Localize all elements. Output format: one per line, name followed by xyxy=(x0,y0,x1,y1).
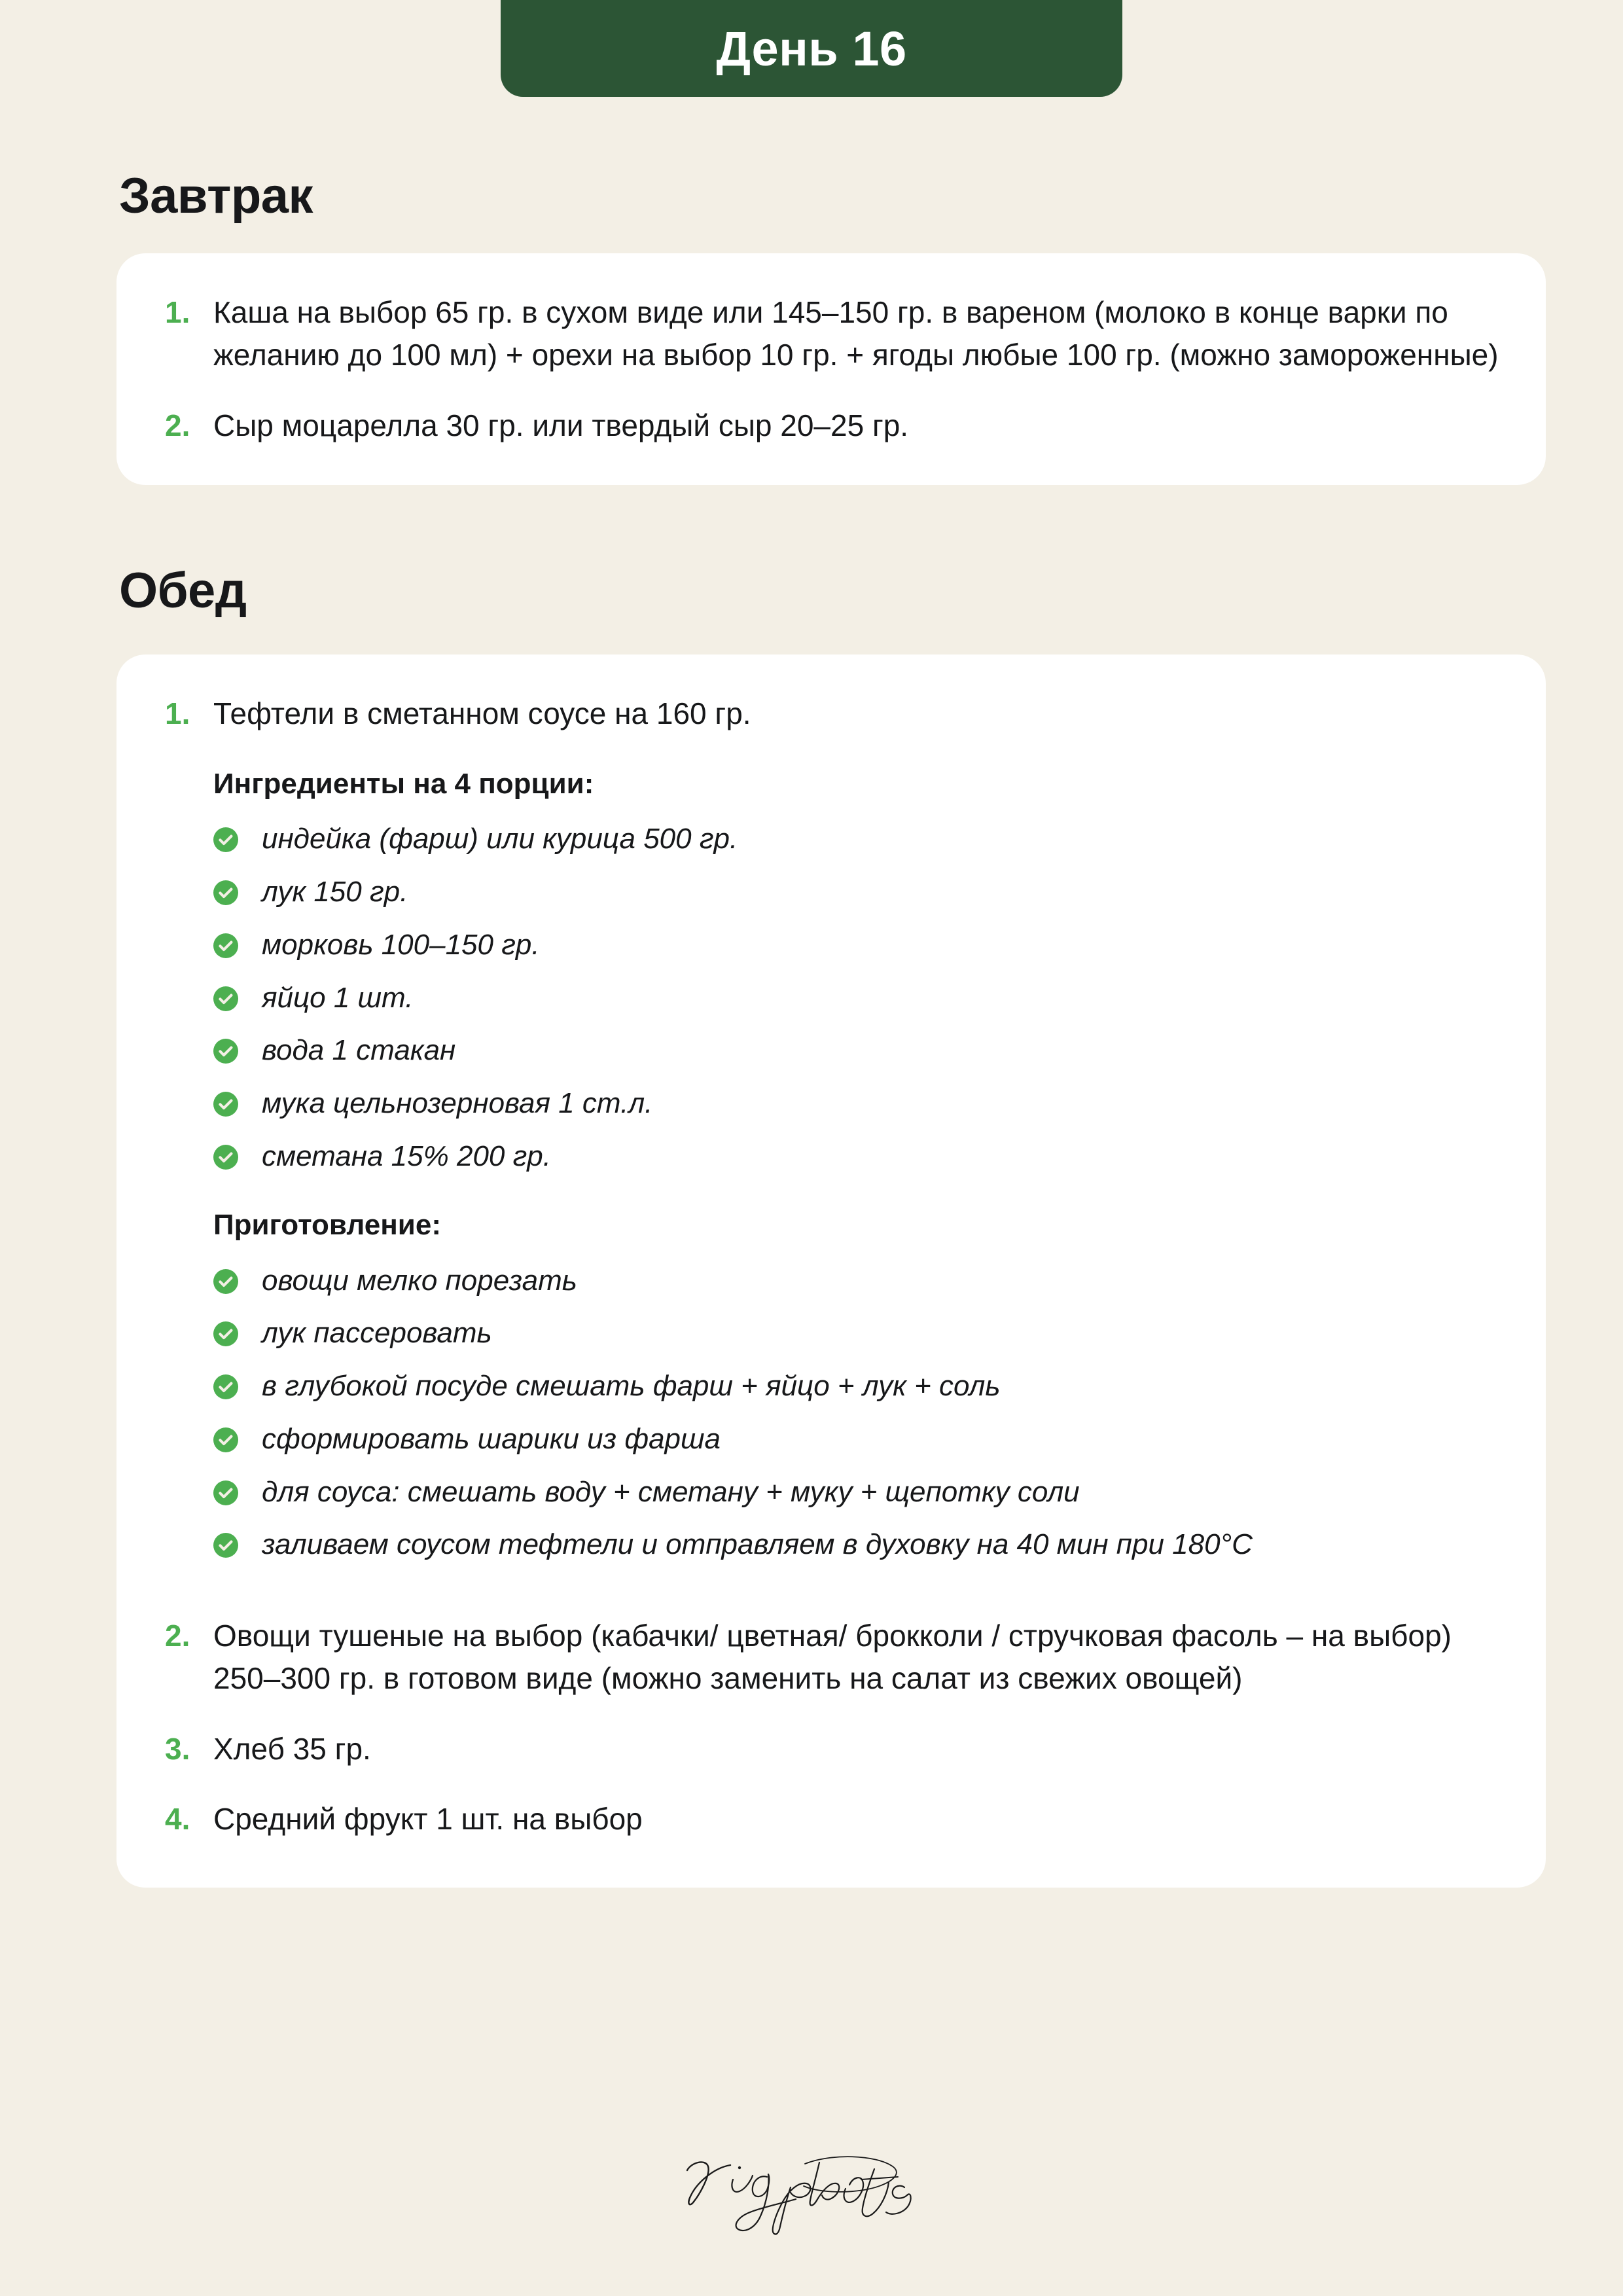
ingredient-text: морковь 100–150 гр. xyxy=(262,928,540,961)
steps-block xyxy=(213,1206,1500,1565)
check-circle-icon xyxy=(213,1145,238,1170)
ingredient-row xyxy=(213,1137,1500,1177)
list-item-number: 2. xyxy=(165,1618,190,1653)
list-item xyxy=(165,1615,1500,1700)
signature-watermark xyxy=(0,2139,1623,2237)
section-heading-breakfast: Завтрак xyxy=(119,168,313,224)
list-item-text: Овощи тушеные на выбор (кабачки/ цветная/ брокколи / стручковая фасоль – на выбор) 250–300 гр. в готовом виде (можно заменить на салат из свежих овощей) xyxy=(213,1618,1452,1696)
steps-title: Приготовление: xyxy=(213,1209,441,1242)
ingredients-list xyxy=(213,819,1500,1176)
ingredient-text: вода 1 стакан xyxy=(262,1034,456,1067)
check-circle-icon xyxy=(213,1092,238,1117)
section-heading-lunch: Обед xyxy=(119,562,247,619)
check-circle-icon xyxy=(213,1269,238,1294)
list-item-text: Сыр моцарелла 30 гр. или твердый сыр 20–25 гр. xyxy=(213,408,909,442)
ingredient-row xyxy=(213,819,1500,859)
list-item xyxy=(165,1728,1500,1770)
block-spacer xyxy=(213,1565,1500,1587)
steps-list xyxy=(213,1261,1500,1565)
check-circle-icon xyxy=(213,933,238,958)
ingredient-row xyxy=(213,1031,1500,1071)
ingredient-text: сметана 15% 200 гр. xyxy=(262,1139,551,1172)
step-text: овощи мелко порезать xyxy=(262,1264,577,1297)
day-badge-label: День 16 xyxy=(716,21,907,76)
check-circle-icon xyxy=(213,1533,238,1558)
check-circle-icon xyxy=(213,880,238,905)
day-badge xyxy=(501,0,1122,97)
list-item xyxy=(165,1798,1500,1840)
step-row xyxy=(213,1367,1500,1407)
ingredient-text: мука цельнозерновая 1 ст.л. xyxy=(262,1087,653,1120)
ingredients-title: Ингредиенты на 4 порции: xyxy=(213,768,594,800)
step-row xyxy=(213,1261,1500,1301)
list-item-text: Тефтели в сметанном соусе на 160 гр. xyxy=(213,696,751,730)
step-text: заливаем соусом тефтели и отправляем в духовку на 40 мин при 180°C xyxy=(262,1528,1253,1561)
ingredient-row xyxy=(213,925,1500,965)
check-circle-icon xyxy=(213,1374,238,1399)
step-text: сформировать шарики из фарша xyxy=(262,1422,721,1455)
list-item-text: Средний фрукт 1 шт. на выбор xyxy=(213,1801,643,1836)
breakfast-card xyxy=(116,253,1546,485)
step-text: в глубокой посуде смешать фарш + яйцо + лук + соль xyxy=(262,1370,1001,1403)
list-item-number: 1. xyxy=(165,295,190,329)
check-circle-icon xyxy=(213,1480,238,1505)
ingredient-row xyxy=(213,872,1500,912)
list-item xyxy=(165,404,1500,447)
list-item-text: Хлеб 35 гр. xyxy=(213,1731,371,1766)
list-item-number: 4. xyxy=(165,1801,190,1836)
step-row xyxy=(213,1314,1500,1354)
check-circle-icon xyxy=(213,1427,238,1452)
ingredients-block xyxy=(213,765,1500,1176)
day-badge-container xyxy=(0,0,1623,97)
step-text: лук пассеровать xyxy=(262,1317,492,1350)
step-row xyxy=(213,1420,1500,1460)
ingredient-text: лук 150 гр. xyxy=(262,876,408,908)
lunch-card xyxy=(116,655,1546,1888)
check-circle-icon xyxy=(213,827,238,852)
step-text: для соуса: смешать воду + сметану + муку + щепотку соли xyxy=(262,1475,1080,1508)
ingredient-text: яйцо 1 шт. xyxy=(262,981,414,1014)
ingredient-text: индейка (фарш) или курица 500 гр. xyxy=(262,823,738,855)
list-item-number: 1. xyxy=(165,696,190,730)
check-circle-icon xyxy=(213,1321,238,1346)
list-item-number: 3. xyxy=(165,1731,190,1766)
list-item-text: Каша на выбор 65 гр. в сухом виде или 145–150 гр. в вареном (молоко в конце варки по желанию до 100 мл) + орехи на выбор 10 гр. + ягоды любые 100 гр. (можно замороженные) xyxy=(213,295,1499,372)
ingredient-row xyxy=(213,978,1500,1018)
step-row xyxy=(213,1525,1500,1565)
ingredient-row xyxy=(213,1084,1500,1124)
list-item xyxy=(165,692,1500,1587)
list-item xyxy=(165,291,1500,377)
list-item-number: 2. xyxy=(165,408,190,442)
check-circle-icon xyxy=(213,986,238,1011)
check-circle-icon xyxy=(213,1039,238,1064)
step-row xyxy=(213,1473,1500,1513)
